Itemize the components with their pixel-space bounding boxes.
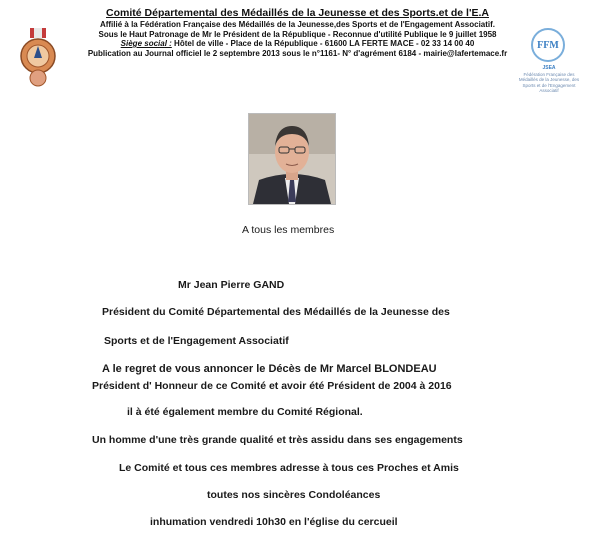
medal-emblem bbox=[18, 28, 58, 88]
address-label: Siège social : bbox=[120, 39, 172, 48]
ffm-logo bbox=[517, 28, 581, 93]
presidency-line: Président d' Honneur de ce Comité et avoir été Président de 2004 à 2016 bbox=[92, 380, 452, 392]
publication-line: Publication au Journal officiel le 2 septembre 2013 sous le n°1161- N° d'agrément 6184 - mairie@lafertemace.fr bbox=[87, 48, 508, 58]
portrait-photo bbox=[248, 113, 336, 205]
organization-title: Comité Départemental des Médaillés de la Jeunesse et des Sports.et de l'E.A bbox=[106, 7, 489, 19]
address-text: Hôtel de ville - Place de la République - 61600 LA FERTE MACE - 02 33 14 00 40 bbox=[174, 39, 475, 48]
regional-line: il à été également membre du Comité Régional. bbox=[127, 406, 363, 418]
salutation: A tous les membres bbox=[242, 224, 335, 236]
logo-caption-text: Fédération Française des Médaillés de la Jeunesse, des Sports et de l'Engagement Associatif bbox=[518, 71, 580, 93]
burial-line: inhumation vendredi 10h30 en l'église du cercueil bbox=[150, 516, 398, 528]
affiliation-line: Affilié à la Fédération Française des Médaillés de la Jeunesse,des Sports et de l'Engagement Associatif. bbox=[99, 20, 496, 29]
condolences-line: toutes nos sincères Condoléances bbox=[207, 489, 381, 501]
letterhead bbox=[70, 6, 525, 58]
patronage-line: Sous le Haut Patronage de Mr le Président de la République - Reconnue d'utilité Publique le 9 juillet 1958 bbox=[98, 29, 497, 39]
logo-sub: JSEA bbox=[542, 65, 556, 71]
logo-ring bbox=[531, 28, 565, 62]
logo-abbr-text: FFM bbox=[537, 39, 559, 51]
sender-role-line-1: Président du Comité Départemental des Médaillés de la Jeunesse des bbox=[102, 306, 450, 318]
sender-role-line-2: Sports et de l'Engagement Associatif bbox=[104, 335, 289, 347]
logo-caption bbox=[517, 66, 581, 94]
logo-abbreviation bbox=[537, 40, 559, 51]
announcement-line: A le regret de vous annoncer le Décès de Mr Marcel BLONDEAU bbox=[102, 363, 437, 375]
committee-line: Le Comité et tous ces membres adresse à tous ces Proches et Amis bbox=[119, 462, 459, 474]
tribute-line: Un homme d'une très grande qualité et très assidu dans ses engagements bbox=[92, 434, 463, 446]
address-line bbox=[70, 39, 525, 49]
sender-name: Mr Jean Pierre GAND bbox=[178, 279, 285, 291]
